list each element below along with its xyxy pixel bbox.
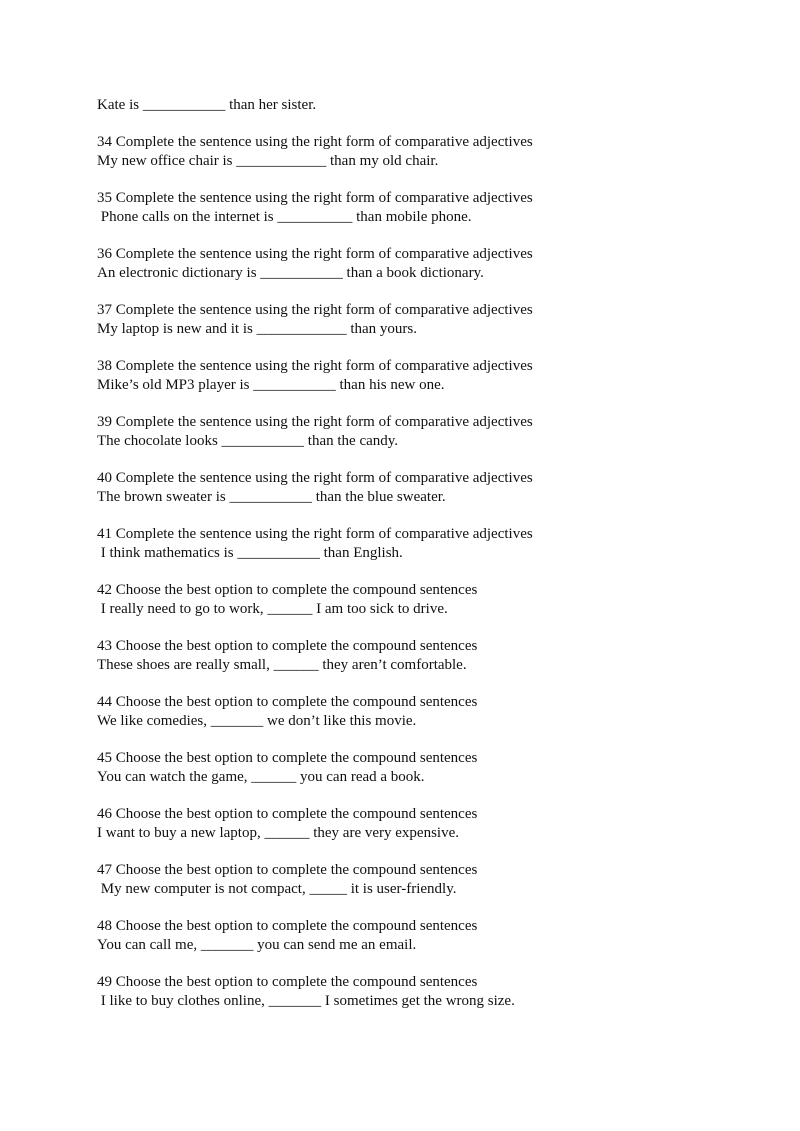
question-sentence: An electronic dictionary is ___________ than a book dictionary. <box>97 265 484 281</box>
question-item <box>97 917 757 955</box>
question-instruction: 35 Complete the sentence using the right form of comparative adjectives <box>97 190 533 206</box>
question-instruction: 42 Choose the best option to complete the compound sentences <box>97 582 478 598</box>
question-instruction: 40 Complete the sentence using the right form of comparative adjectives <box>97 470 533 486</box>
question-item <box>97 189 757 227</box>
question-sentence: The chocolate looks ___________ than the candy. <box>97 433 399 449</box>
question-sentence: Phone calls on the internet is __________ than mobile phone. <box>97 209 472 225</box>
worksheet-content <box>97 96 757 1029</box>
question-sentence: Mike’s old MP3 player is ___________ than his new one. <box>97 377 445 393</box>
question-sentence: These shoes are really small, ______ they aren’t comfortable. <box>97 657 467 673</box>
question-sentence: My new office chair is ____________ than my old chair. <box>97 153 439 169</box>
question-item <box>97 805 757 843</box>
question-item <box>97 413 757 451</box>
question-instruction: 36 Complete the sentence using the right form of comparative adjectives <box>97 246 533 262</box>
question-instruction: 46 Choose the best option to complete the compound sentences <box>97 806 478 822</box>
question-item <box>97 301 757 339</box>
question-item <box>97 861 757 899</box>
question-sentence: I really need to go to work, ______ I am too sick to drive. <box>97 601 448 617</box>
question-instruction: 39 Complete the sentence using the right form of comparative adjectives <box>97 414 533 430</box>
question-item <box>97 357 757 395</box>
question-sentence: The brown sweater is ___________ than the blue sweater. <box>97 489 446 505</box>
question-item <box>97 469 757 507</box>
question-instruction: 38 Complete the sentence using the right form of comparative adjectives <box>97 358 533 374</box>
question-item <box>97 749 757 787</box>
question-sentence: You can call me, _______ you can send me an email. <box>97 937 417 953</box>
question-item <box>97 973 757 1011</box>
question-sentence: We like comedies, _______ we don’t like this movie. <box>97 713 417 729</box>
question-item <box>97 693 757 731</box>
question-item <box>97 581 757 619</box>
question-sentence: You can watch the game, ______ you can read a book. <box>97 769 425 785</box>
question-instruction: 37 Complete the sentence using the right form of comparative adjectives <box>97 302 533 318</box>
question-item <box>97 637 757 675</box>
question-sentence: I like to buy clothes online, _______ I sometimes get the wrong size. <box>97 993 515 1009</box>
question-instruction: 47 Choose the best option to complete the compound sentences <box>97 862 478 878</box>
question-instruction: 44 Choose the best option to complete the compound sentences <box>97 694 478 710</box>
intro-sentence: Kate is ___________ than her sister. <box>97 97 317 113</box>
question-item <box>97 133 757 171</box>
question-instruction: 34 Complete the sentence using the right form of comparative adjectives <box>97 134 533 150</box>
question-instruction: 41 Complete the sentence using the right form of comparative adjectives <box>97 526 533 542</box>
question-instruction: 43 Choose the best option to complete the compound sentences <box>97 638 478 654</box>
question-instruction: 49 Choose the best option to complete the compound sentences <box>97 974 478 990</box>
question-sentence: I think mathematics is ___________ than English. <box>97 545 403 561</box>
question-instruction: 45 Choose the best option to complete the compound sentences <box>97 750 478 766</box>
question-instruction: 48 Choose the best option to complete the compound sentences <box>97 918 478 934</box>
question-item <box>97 525 757 563</box>
question-list <box>97 133 757 1011</box>
question-sentence: My new computer is not compact, _____ it is user-friendly. <box>97 881 457 897</box>
question-sentence: I want to buy a new laptop, ______ they are very expensive. <box>97 825 459 841</box>
question-sentence: My laptop is new and it is ____________ than yours. <box>97 321 417 337</box>
question-item <box>97 245 757 283</box>
